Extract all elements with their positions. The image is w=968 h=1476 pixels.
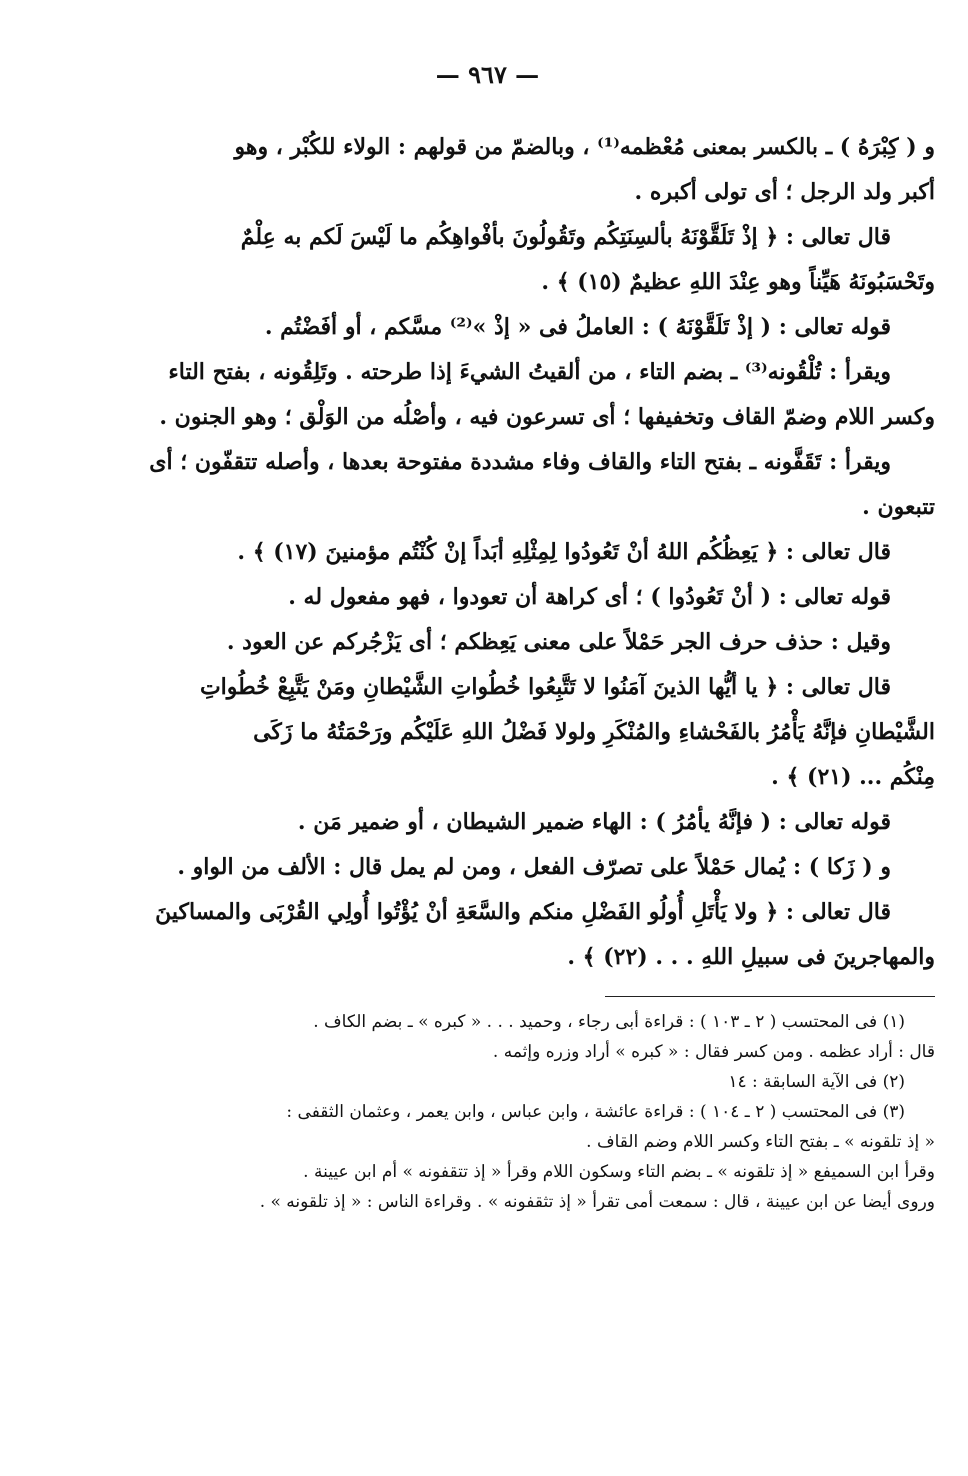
text-line: وتَحْسَبُونَهُ هَيِّناً وهو عِنْدَ اللهِ عظيمٌ (١٥) ﴾ . (541, 269, 935, 295)
page-number: — ٩٦٧ — (435, 60, 540, 89)
footnote-line: (٣) فى المحتسب ( ٢ ـ ١٠٤ ) : قراءة عائشة ، وابن عباس ، وابن يعمر ، وعثمان الثقفى : (286, 1102, 905, 1122)
main-text (40, 125, 935, 980)
text-line: ويقرأ : تُلْقُونه⁽³⁾ ـ بضم التاء ، من ألقيتُ الشيءَ إذا طرحته . وتَلِقُونه ، بفتح التاء (168, 359, 891, 385)
text-line: قوله تعالى : ( إذْ تَلَقَّوْنَهُ ) : العاملُ فى « إذْ »⁽²⁾ مسَّكم ، أو أفَضْتُم . (264, 314, 891, 340)
footnote-line: قال : أراد عظمه . ومن كسر فقال : « كبره » أراد وزره وإثمه . (492, 1042, 935, 1062)
footnotes (40, 1007, 935, 1217)
text-line: قال تعالى : ﴿ ولا يَأْتَلِ أُولُو الفَضْلِ منكم والسَّعَةِ أنْ يُؤْتُوا أُولِي القُرْبَى والمساكينَ (155, 899, 891, 925)
text-line: و ( زَكا ) : يُمال حَمْلاً على تصرّف الفعل ، ومن لم يمل قال : الألف من الواو . (177, 854, 891, 880)
text-line: و ( كِبْرَهُ ) ـ بالكسر بمعنى مُعْظمه⁽¹⁾ ، وبالضمّ من قولهم : الولاء للكُبْر ، وهو (234, 134, 935, 160)
text-line: أكبر ولد الرجل ؛ أى تولى أكبره . (634, 179, 935, 205)
text-line: وقيل : حذف حرف الجر حَمْلاً على معنى يَعِظكم ؛ أى يَزْجُركم عن العود . (226, 629, 891, 655)
text-line: قوله تعالى : ( أنْ تَعُودُوا ) ؛ أى كراهة أن تعودوا ، فهو مفعول له . (288, 584, 891, 610)
text-line: قال تعالى : ﴿ يَعِظُكُم اللهُ أنْ تَعُودُوا لِمِثْلِهِ أبَداً إنْ كُنْتُم مؤمنينَ (١٧) ﴾ . (237, 539, 891, 565)
text-line: ويقرأ : تَقَفَّونه ـ بفتح التاء والقاف وفاء مشددة مفتوحة بعدها ، وأصله تتقفّون ؛ أى (149, 449, 891, 475)
text-line: الشَّيْطانِ فإنَّهُ يَأْمُرُ بالفَحْشاءِ والمُنْكَرِ ولولا فَضْلُ اللهِ عَلَيْكُم ورَحْمَتُهُ ما زَكَى (253, 719, 935, 745)
text-line: والمهاجرينَ فى سبيلِ اللهِ . . . (٢٢) ﴾ . (567, 944, 935, 970)
text-line: وكسر اللام وضمّ القاف وتخفيفها ؛ أى تسرعون فيه ، وأصْلُه من الوَلْق ؛ وهو الجنون . (159, 404, 935, 430)
text-line: قوله تعالى : ( فإنَّهُ يأمُرُ ) : الهاء ضمير الشيطان ، أو ضمير مَن . (297, 809, 891, 835)
footnote-line: وروى أيضا عن ابن عيينة ، قال : سمعت أمى تقرأ « إذ تثقفونه » . وقراءة الناس : « إذ تلقونه » . (259, 1192, 935, 1212)
text-line: مِنْكُم ... (٢١) ﴾ . (771, 764, 935, 790)
text-line: قال تعالى : ﴿ إذْ تَلَقَّوْنَهُ بألسِنَتِكُم وتَقُولُونَ بأفْواهِكُم ما لَيْسَ لَكم به عِلْمٌ (240, 224, 891, 250)
footnote-line: « إذ تلقونه » ـ بفتح التاء وكسر اللام وضم القاف . (586, 1132, 935, 1152)
footnote-divider (605, 996, 935, 997)
book-page (40, 60, 935, 1217)
text-line: تتبعون . (862, 494, 935, 520)
text-line: قال تعالى : ﴿ يا أيُّها الذينَ آمَنُوا لا تَتَّبِعُوا خُطُواتِ الشَّيْطانِ ومَنْ يَتَّبِعْ خُطُواتِ (199, 674, 891, 700)
footnote-line: (١) فى المحتسب ( ٢ ـ ١٠٣ ) : قراءة أبى رجاء ، وحميد . . . « كبره » ـ بضم الكاف . (313, 1012, 905, 1032)
footnote-line: (٢) فى الآية السابقة : ١٤ (728, 1072, 905, 1092)
footnote-line: وقرأ ابن السميفع « إذ تلقونه » ـ بضم التاء وسكون اللام وقرأ « إذ تتقفونه » أم ابن عيينة . (303, 1162, 935, 1182)
